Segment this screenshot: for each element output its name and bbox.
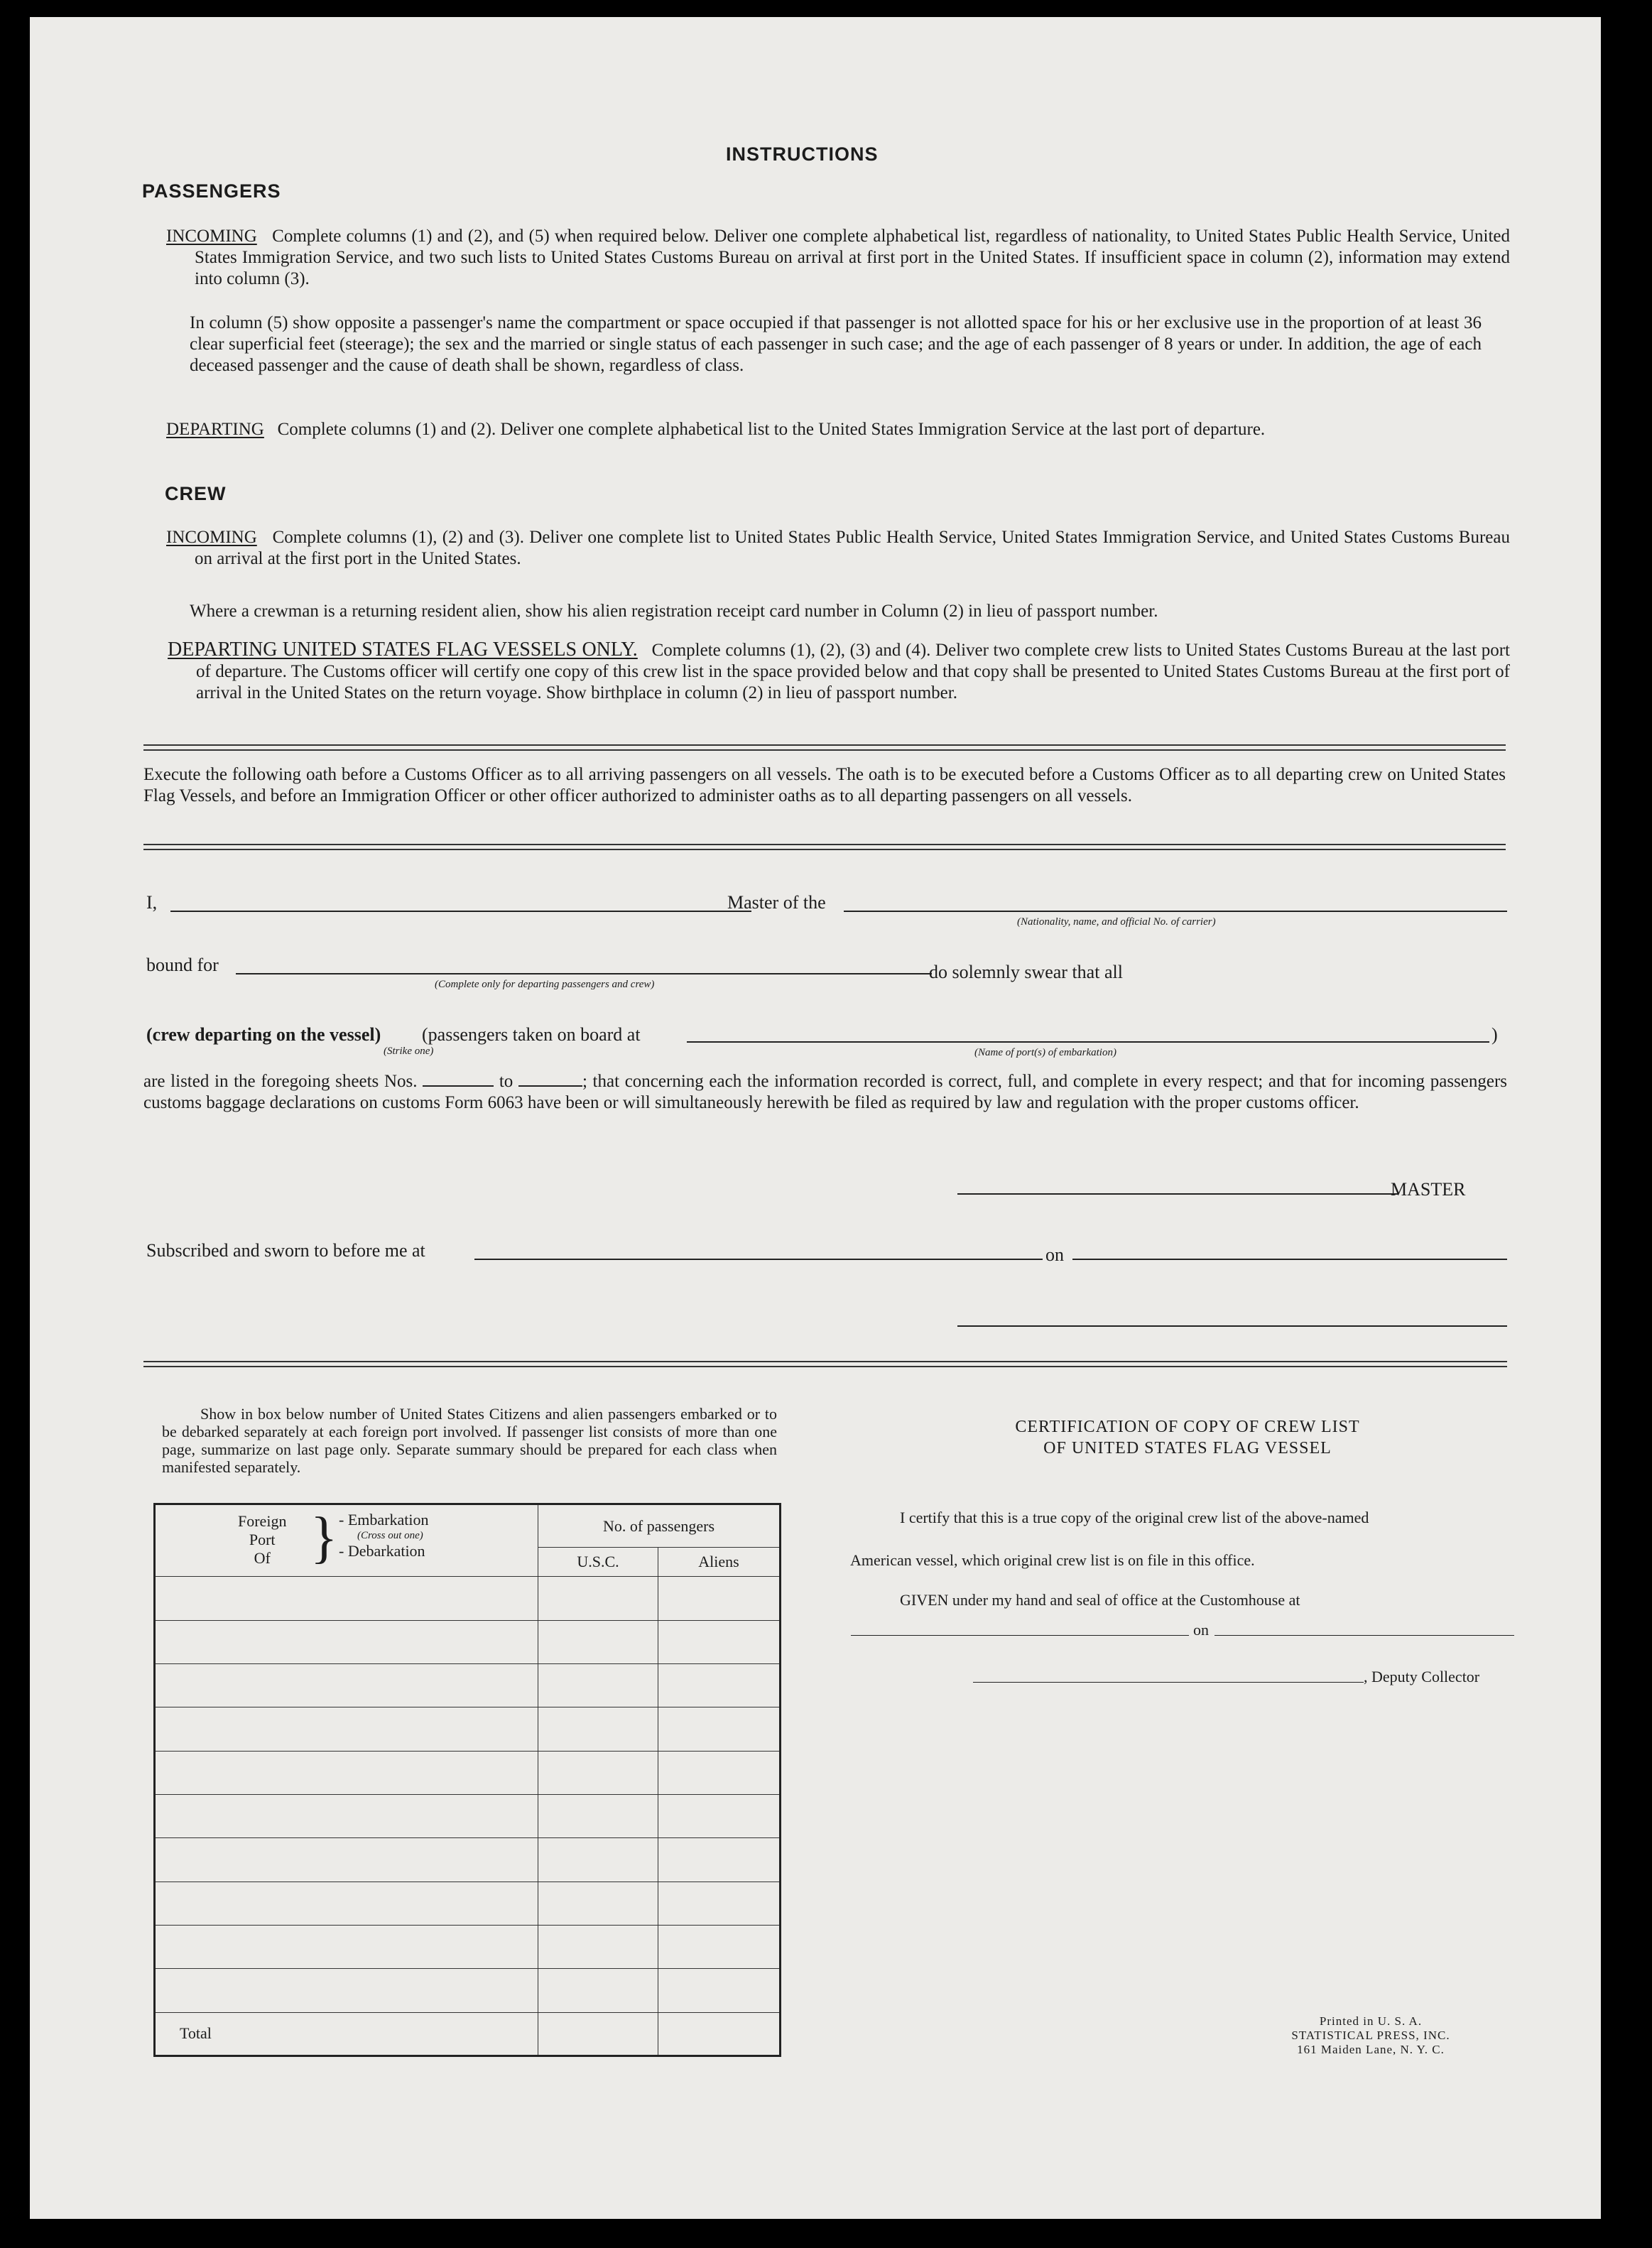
to-text: to [499,1072,513,1091]
oath-instruction: Execute the following oath before a Customs Officer as to all arriving passengers on all vessels. The oath is to be executed before a Customs Officer as to all departing crew on United States Flag Vessels, and before an Immigration Officer or other officer authorized to administer oaths as to all departing passengers on all vessels. [143,765,1506,805]
cross-out-caption: (Cross out one) [357,1530,423,1541]
usc-cell[interactable] [538,1925,658,1968]
usc-cell[interactable] [538,1663,658,1707]
embarkation-label: - Embarkation [339,1511,429,1528]
certification-title-line1: CERTIFICATION OF COPY OF CREW LIST [1015,1418,1360,1436]
deputy-signature-field[interactable] [973,1682,1364,1683]
port-cell[interactable] [155,1969,538,2012]
port-cell[interactable] [155,1838,538,1882]
crew-departing-option: (crew departing on the vessel) [146,1024,381,1045]
table-row [155,1751,781,1794]
aliens-total-cell[interactable] [658,2012,781,2056]
passengers-taken-label: (passengers taken on board at [422,1024,641,1045]
carrier-field[interactable] [844,911,1507,912]
usc-cell[interactable] [538,1577,658,1620]
passengers-incoming-label: INCOMING [166,227,257,246]
printer-line3: 161 Maiden Lane, N. Y. C. [1297,2043,1445,2056]
table-row [155,1794,781,1837]
subscribed-label: Subscribed and sworn to before me at [146,1240,425,1261]
aliens-cell[interactable] [658,1620,781,1663]
foreign-port-of [238,1512,286,1568]
crew-resident-text: Where a crewman is a returning resident alien, show his alien registration receipt card number in Column (2) in lieu of passport number. [190,602,1158,621]
passengers-departing-block [166,419,1510,440]
customhouse-field[interactable] [851,1635,1189,1636]
divider [143,744,1506,751]
aliens-cell[interactable] [658,1663,781,1707]
sheet-from-field[interactable] [423,1085,494,1087]
box-instruction: Show in box below number of United States Citizens and alien passengers embarked or to be debarked separately at each foreign port involved. If passenger list consists of more than one page, summarize on last page only. Separate summary should be prepared for each class when manifested separately. [162,1405,777,1476]
given-line: GIVEN under my hand and seal of office at the Customhouse at [900,1591,1300,1609]
embarkation-options [339,1512,428,1559]
bound-for-label: bound for [146,955,219,975]
listed-rest-text: ; that concerning each the information recorded is correct, full, and complete in every respect; and that for incoming passengers customs baggage declarations on customs Form 6063 have been or will simultaneously herewith be filed as required by law and regulation with the proper customs officer. [143,1072,1508,1112]
port-header-cell [155,1504,538,1577]
port-cell[interactable] [155,1663,538,1707]
passengers-departing-label: DEPARTING [166,420,264,439]
port-cell[interactable] [155,1925,538,1968]
master-of-the-label: Master of the [727,892,826,913]
table-row [155,1969,781,2012]
usc-cell[interactable] [538,1838,658,1882]
sheet-to-field[interactable] [518,1085,582,1087]
do-solemnly-label: do solemnly swear that all [929,962,1123,982]
usc-cell[interactable] [538,1882,658,1925]
form-page [30,17,1601,2219]
close-paren: ) [1491,1024,1498,1045]
printer-line2: STATISTICAL PRESS, INC. [1291,2029,1450,2042]
usc-cell[interactable] [538,1794,658,1837]
nationality-caption: (Nationality, name, and official No. of carrier) [1017,916,1216,928]
bound-for-field[interactable] [236,973,932,974]
master-label: MASTER [1391,1179,1466,1200]
port-cell[interactable] [155,1707,538,1751]
ports-caption: (Name of port(s) of embarkation) [974,1047,1116,1058]
sworn-date-field[interactable] [1072,1259,1507,1260]
usc-cell[interactable] [538,1620,658,1663]
listed-start-text: are listed in the foregoing sheets Nos. [143,1072,418,1091]
passenger-summary-table [153,1503,781,2057]
passengers-heading: PASSENGERS [142,180,281,202]
oath-sheets-paragraph [143,1071,1507,1114]
aliens-cell[interactable] [658,1925,781,1968]
port-cell[interactable] [155,1577,538,1620]
port-cell[interactable] [155,1751,538,1794]
master-signature-field[interactable] [957,1193,1398,1195]
crew-incoming-block [166,527,1510,570]
port-cell[interactable] [155,1882,538,1925]
passengers-incoming-block [166,226,1510,290]
port-cell[interactable] [155,1620,538,1663]
passengers-column5-text: In column (5) show opposite a passenger's name the compartment or space occupied if that passenger is not allotted space for his or her exclusive use in the proportion of at least 36 clear superficial feet (steerage); the sex and the married or single status of each passenger in such case; and the age of each passenger of 8 years or under. In addition, the age of each deceased passenger and the cause of death shall be shown, regardless of class. [190,313,1482,375]
certification-on-label: on [1193,1621,1209,1639]
table-row [155,1577,781,1620]
instructions-title: INSTRUCTIONS [726,143,879,165]
strike-one-caption: (Strike one) [384,1046,434,1057]
usc-cell[interactable] [538,1707,658,1751]
no-of-passengers-header: No. of passengers [538,1504,781,1548]
total-label: Total [155,2012,538,2056]
oath-i-label: I, [146,892,158,913]
complete-only-caption: (Complete only for departing passengers and crew) [435,979,655,990]
crew-departing-label: DEPARTING UNITED STATES FLAG VESSELS ONLY. [168,639,638,661]
deputy-collector-label: , Deputy Collector [1364,1668,1480,1685]
port-cell[interactable] [155,1794,538,1837]
aliens-cell[interactable] [658,1751,781,1794]
usc-total-cell[interactable] [538,2012,658,2056]
printer-imprint [1264,2014,1477,2057]
table-row [155,1925,781,1968]
table-row [155,1620,781,1663]
master-name-field[interactable] [170,911,751,912]
usc-cell[interactable] [538,1969,658,2012]
officer-signature-field[interactable] [957,1325,1507,1327]
certify-line1: I certify that this is a true copy of the original crew list of the above-named [900,1509,1369,1526]
crew-incoming-text: Complete columns (1), (2) and (3). Deliver one complete list to United States Public Health Service, United States Immigration Service, and United States Customs Bureau on arrival at the first port in the United States. [195,528,1510,568]
aliens-cell[interactable] [658,1969,781,2012]
aliens-cell[interactable] [658,1707,781,1751]
passengers-incoming-text: Complete columns (1) and (2), and (5) when required below. Deliver one complete alphabetical list, regardless of nationality, to United States Public Health Service, United States Immigration Service, and two such lists to United States Customs Bureau on arrival at first port in the United States. If insufficient space in column (2), information may extend into column (3). [195,227,1511,288]
table-row [155,1882,781,1925]
brace-glyph: } [310,1506,338,1569]
aliens-cell[interactable] [658,1838,781,1882]
debarkation-label: - Debarkation [339,1542,425,1560]
crew-departing-text: Complete columns (1), (2), (3) and (4). Deliver two complete crew lists to United States Customs Bureau at the last port of departure. The Customs officer will certify one copy of this crew list in the space provided below and that copy shall be presented to United States Customs Bureau at the first port of arrival in the United States on the return voyage. Show birthplace in column (2) in lieu of passport number. [196,641,1510,702]
sworn-at-field[interactable] [474,1259,1043,1260]
certification-title-line2: OF UNITED STATES FLAG VESSEL [1043,1439,1332,1457]
table-row [155,1838,781,1882]
aliens-cell[interactable] [658,1794,781,1837]
certification-date-field[interactable] [1214,1635,1514,1636]
aliens-cell[interactable] [658,1882,781,1925]
certify-line2: American vessel, which original crew list is on file in this office. [850,1551,1255,1569]
crew-incoming-label: INCOMING [166,528,257,547]
aliens-cell[interactable] [658,1577,781,1620]
table-row [155,1707,781,1751]
aliens-header: Aliens [658,1548,781,1577]
port-of-embarkation-field[interactable] [687,1041,1489,1043]
table-row [155,1663,781,1707]
passengers-departing-text: Complete columns (1) and (2). Deliver one complete alphabetical list to the United States Immigration Service at the last port of departure. [277,420,1266,439]
usc-cell[interactable] [538,1751,658,1794]
certification-title [868,1416,1507,1459]
port-label: Port [249,1531,276,1548]
divider [143,844,1506,850]
foreign-label: Foreign [238,1512,287,1530]
divider [143,1361,1507,1367]
on-label: on [1045,1244,1064,1265]
crew-departing-block [168,639,1510,704]
crew-heading: CREW [165,483,227,504]
usc-header: U.S.C. [538,1548,658,1577]
of-label: Of [254,1549,271,1567]
total-row [155,2012,781,2056]
printer-line1: Printed in U. S. A. [1319,2014,1423,2028]
